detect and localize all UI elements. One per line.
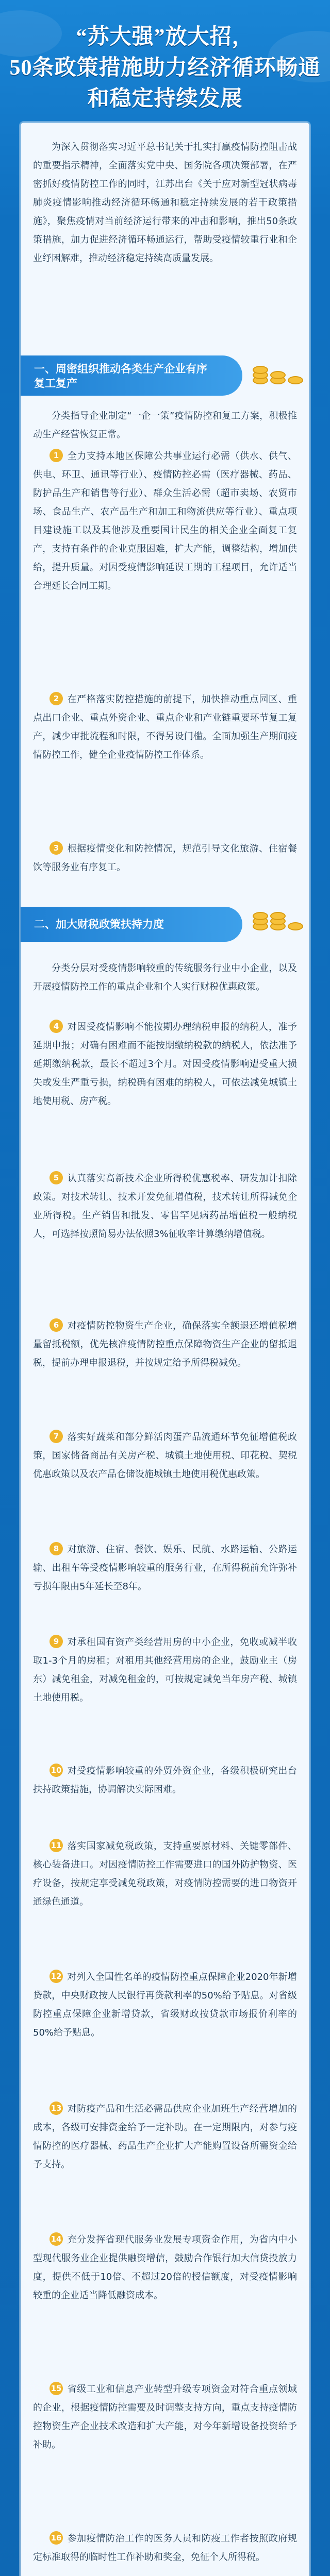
title-line-1: “苏大强”放大招， — [76, 25, 254, 49]
list-item — [33, 447, 297, 596]
section-title: 二、加大财税政策扶持力度 — [34, 918, 164, 930]
item-number-badge: 5 — [50, 1171, 63, 1184]
item-text: 认真落实高新技术企业所得税优惠税率、研发加计扣除政策。对技术转让、技术开发免征增值税，技术转让所得减免企业所得税。生产销售和批发、零售罕见病药品增值税一般纳税人，可选择按照简易办法依照3%征收率计算缴纳增值税。 — [33, 1173, 297, 1240]
intro-paragraph: 为深入贯彻落实习近平总书记关于扎实打赢疫情防控阻击战的重要指示精神，全面落实党中央、国务院各项决策部署，在严密抓好疫情防控工作的同时，江苏出台《关于应对新型冠状病毒肺炎疫情影响推动经济循环畅通和稳定持续发展的若干政策措施》，聚焦疫情对当前经济运行带来的冲击和影响，推出50条政策措施，加力促进经济循环畅通运行，帮助受疫情较重行业和企业纾困解难，推动经济稳定持续高质量发展。 — [33, 142, 297, 264]
list-item — [33, 1018, 297, 1111]
list-item — [33, 2380, 297, 2454]
item-text: 落实好蔬菜和部分鲜活肉蛋产品流通环节免征增值税政策，国家储备商品有关房产税、城镇土地使用税、印花税、契税优惠政策以及农产品仓储设施城镇土地使用税优惠政策。 — [33, 1432, 297, 1480]
item-number-badge: 12 — [50, 1970, 63, 1983]
item-text: 省级工业和信息产业转型升级专项资金对符合重点领域的企业，根据疫情防控需要及时调整支持方向，重点支持疫情防控物资生产企业技术改造和扩大产能，对今年新增设备投资给予补助。 — [33, 2384, 297, 2450]
section-title: 一、周密组织推动各类生产企业有序复工复产 — [34, 363, 207, 389]
item-number-badge: 15 — [50, 2382, 63, 2395]
item-text: 对防疫产品和生活必需品供应企业加班生产经营增加的成本，各级可安排资金给予一定补助。在一定期限内，对参与疫情防控的医疗器械、药品生产企业扩大产能购置设备所需资金给予支持。 — [33, 2104, 297, 2170]
section-banner-2 — [21, 907, 242, 942]
section-1-intro: 分类指导企业制定“一企一策”疫情防控和复工方案，积极推动生产经营恢复正常。 — [33, 411, 297, 440]
item-text: 对因受疫情影响不能按期办理纳税申报的纳税人，准予延期申报；对确有困难而不能按期缴纳税款的纳税人，依法准予延期缴纳税款，最长不超过3个月。对因受疫情影响遭受重大损失或发生严重亏损，纳税确有困难的纳税人，可依法减免城镇土地使用税、房产税。 — [33, 1022, 297, 1107]
section-banner-1 — [21, 355, 242, 396]
item-text: 在严格落实防控措施的前提下，加快推动重点园区、重点出口企业、重点外资企业、重点企业和产业链重要环节复工复产，减少审批流程和时限，不得另设门槛。全面加强生产期间疫情防控工作，健全企业疫情防控工作体系。 — [33, 694, 297, 760]
title-line-2: 50条政策措施助力经济循环畅通 — [9, 56, 321, 80]
list-item — [33, 1968, 297, 2042]
item-number-badge: 7 — [50, 1430, 63, 1443]
item-text: 根据疫情变化和防控情况，规范引导文化旅游、住宿餐饮等服务业有序复工。 — [33, 843, 297, 873]
item-text: 充分发挥省现代服务业发展专项资金作用，为省内中小型现代服务业企业提供融资增信，鼓励合作银行加大信贷投放力度，提供不低于10倍、不超过20倍的授信额度，对受疫情影响较重的企业适当降低融资成本。 — [33, 2234, 297, 2301]
item-text: 对疫情防控物资生产企业，确保落实全额退还增值税增量留抵税额，优先核准疫情防控重点保障物资生产企业的留抵退税，提前办理申报退税，并按规定给予所得税减免。 — [33, 1320, 297, 1368]
item-text: 全力支持本地区保障公共事业运行必需（供水、供气、供电、环卫、通讯等行业）、疫情防控必需（医疗器械、药品、防护品生产和销售等行业）、群众生活必需（超市卖场、农贸市场、食品生产、农产品生产和加工和物流供应等行业）、重点项目建设施工以及其他涉及重要国计民生的相关企业全面复工复产，支持有条件的企业克服困难，扩大产能，调整结构，增加供给，提升质量。对因受疫情影响延误工期的工程项目，允许适当合理延长合同工期。 — [33, 451, 297, 591]
header — [0, 0, 330, 118]
item-text: 参加疫情防治工作的医务人员和防疫工作者按照政府规定标准取得的临时性工作补助和奖金，免征个人所得税。 — [33, 2533, 297, 2563]
list-item — [33, 2530, 297, 2567]
list-item — [33, 1170, 297, 1244]
title-line-3: 和稳定持续发展 — [87, 87, 243, 111]
list-item — [33, 1317, 297, 1372]
list-item — [33, 1633, 297, 1707]
item-number-badge: 11 — [50, 1839, 63, 1852]
item-number-badge: 3 — [50, 841, 63, 855]
item-number-badge: 16 — [50, 2531, 63, 2545]
list-item — [33, 1428, 297, 1484]
section-2-intro: 分类分层对受疫情影响较重的传统服务行业中小企业，以及开展疫情防控工作的重点企业和个人实行财税优惠政策。 — [33, 963, 297, 992]
item-number-badge: 14 — [50, 2232, 63, 2246]
item-number-badge: 6 — [50, 1318, 63, 1332]
item-number-badge: 10 — [50, 1764, 63, 1777]
list-item — [33, 2231, 297, 2305]
item-text: 对承租国有资产类经营用房的中小企业，免收或减半收取1-3个月的房租；对租用其他经营用房的企业，鼓励业主（房东）减免租金，对减免租金的，可按规定减免当年房产税、城镇土地使用税。 — [33, 1637, 297, 1703]
item-number-badge: 1 — [50, 449, 63, 462]
item-number-badge: 13 — [50, 2102, 63, 2115]
list-item — [33, 1837, 297, 1911]
item-text: 对受疫情影响较重的外贸外资企业，各级积极研究出台扶持政策措施，协调解决实际困难。 — [33, 1766, 297, 1795]
item-text: 对旅游、住宿、餐饮、娱乐、民航、水路运输、公路运输、出租车等受疫情影响较重的服务行业，在所得税前允许弥补亏损年限由5年延长至8年。 — [33, 1544, 297, 1592]
item-number-badge: 9 — [50, 1635, 63, 1648]
list-item — [33, 1540, 297, 1596]
item-number-badge: 2 — [50, 692, 63, 705]
list-item — [33, 840, 297, 877]
list-item — [33, 1762, 297, 1799]
item-text: 落实国家减免税政策，支持重要原材料、关键零部件、核心装备进口。对因疫情防控工作需要进口的国外防护物资、医疗设备，按规定享受减免税政策，对疫情防控需要的进口物资开通绿色通道。 — [33, 1841, 297, 1907]
item-text: 对列入全国性名单的疫情防控重点保障企业2020年新增贷款，中央财政按人民银行再贷款利率的50%给予贴息。对省级防控重点保障企业新增贷款，省级财政按贷款市场报价利率的50%给予贴息。 — [33, 1972, 297, 2038]
item-number-badge: 8 — [50, 1542, 63, 1555]
item-number-badge: 4 — [50, 1020, 63, 1033]
list-item — [33, 2100, 297, 2174]
list-item — [33, 690, 297, 765]
